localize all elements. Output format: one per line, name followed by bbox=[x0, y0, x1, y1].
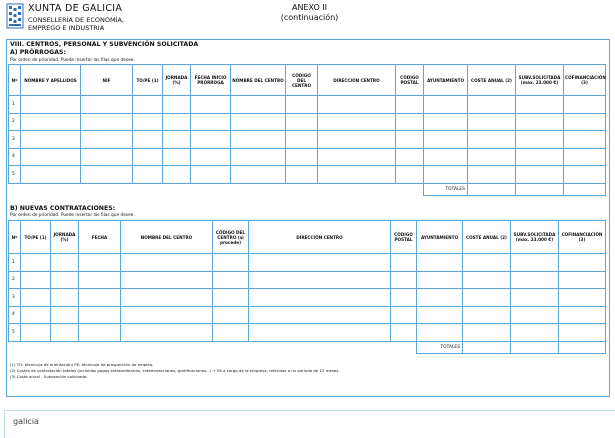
table-cell[interactable] bbox=[133, 166, 163, 184]
table-cell[interactable] bbox=[133, 113, 163, 131]
table-cell[interactable] bbox=[21, 166, 81, 184]
table-cell[interactable] bbox=[286, 113, 318, 131]
col-header: CÓDIGO POSTAL bbox=[396, 65, 424, 96]
table-cell[interactable] bbox=[231, 148, 286, 166]
table-cell[interactable] bbox=[81, 131, 133, 149]
table-cell[interactable] bbox=[318, 148, 396, 166]
brand-title: XUNTA DE GALICIA bbox=[28, 3, 123, 14]
table-cell[interactable] bbox=[424, 166, 468, 184]
table-cell[interactable] bbox=[564, 131, 606, 149]
table-cell[interactable] bbox=[21, 148, 81, 166]
row-number: 5 bbox=[9, 324, 21, 342]
col-header: NOMBRE Y APELLIDOS bbox=[21, 65, 81, 96]
table-cell[interactable] bbox=[559, 289, 606, 307]
table-cell[interactable] bbox=[463, 254, 511, 272]
table-cell[interactable] bbox=[51, 324, 79, 342]
table-row bbox=[9, 289, 606, 307]
table-cell[interactable] bbox=[396, 148, 424, 166]
table-cell[interactable] bbox=[231, 166, 286, 184]
table-cell[interactable] bbox=[81, 113, 133, 131]
table-cell[interactable] bbox=[231, 113, 286, 131]
col-header: Nº bbox=[9, 65, 21, 96]
table-cell[interactable] bbox=[564, 113, 606, 131]
col-header: DIRECCIÓN CENTRO bbox=[318, 65, 396, 96]
table-cell[interactable] bbox=[286, 96, 318, 114]
table-cell[interactable] bbox=[231, 131, 286, 149]
contrataciones-table bbox=[8, 220, 606, 354]
prorrogas-header-row bbox=[9, 65, 606, 96]
galicia-logo: galicia bbox=[13, 417, 39, 426]
table-cell[interactable] bbox=[463, 289, 511, 307]
table-cell[interactable] bbox=[424, 113, 468, 131]
table-cell[interactable] bbox=[396, 96, 424, 114]
table-cell[interactable] bbox=[564, 96, 606, 114]
table-cell[interactable] bbox=[133, 96, 163, 114]
table-cell[interactable] bbox=[417, 254, 463, 272]
page-footer bbox=[4, 410, 615, 438]
row-number: 4 bbox=[9, 306, 21, 324]
table-cell[interactable] bbox=[51, 271, 79, 289]
table-cell[interactable] bbox=[417, 306, 463, 324]
table-cell[interactable] bbox=[391, 254, 417, 272]
table-cell[interactable] bbox=[559, 271, 606, 289]
table-cell[interactable] bbox=[191, 96, 231, 114]
table-cell[interactable] bbox=[286, 131, 318, 149]
table-row bbox=[9, 254, 606, 272]
table-cell[interactable] bbox=[81, 96, 133, 114]
table-row bbox=[9, 113, 606, 131]
table-cell[interactable] bbox=[121, 254, 213, 272]
col-header: FECHA INICIO PRÓRROGA bbox=[191, 65, 231, 96]
table-cell[interactable] bbox=[191, 113, 231, 131]
contrataciones-title: B) NUEVAS CONTRATACIONES: bbox=[10, 205, 116, 212]
table-cell[interactable] bbox=[286, 166, 318, 184]
table-cell[interactable] bbox=[213, 254, 249, 272]
annex-title: ANEXO II bbox=[291, 3, 328, 12]
row-number: 3 bbox=[9, 289, 21, 307]
table-cell[interactable] bbox=[511, 324, 559, 342]
total-coste-cell[interactable] bbox=[468, 183, 516, 195]
table-cell[interactable] bbox=[286, 148, 318, 166]
table-cell[interactable] bbox=[213, 324, 249, 342]
col-header: NOMBRE DEL CENTRO bbox=[231, 65, 286, 96]
table-cell[interactable] bbox=[121, 271, 213, 289]
prorrogas-note: Por orden de prioridad. Puede insertar las filas que desee. bbox=[10, 58, 135, 63]
row-number: 2 bbox=[9, 271, 21, 289]
table-cell[interactable] bbox=[391, 289, 417, 307]
col-header: COSTE ANUAL (2) bbox=[463, 221, 511, 254]
total-cofinanciacion-cell[interactable] bbox=[559, 341, 606, 353]
table-cell[interactable] bbox=[121, 289, 213, 307]
table-cell[interactable] bbox=[213, 271, 249, 289]
table-cell[interactable] bbox=[463, 306, 511, 324]
table-cell[interactable] bbox=[163, 113, 191, 131]
table-row bbox=[9, 166, 606, 184]
table-cell[interactable] bbox=[417, 324, 463, 342]
table-cell[interactable] bbox=[51, 254, 79, 272]
table-cell[interactable] bbox=[396, 166, 424, 184]
table-cell[interactable] bbox=[511, 254, 559, 272]
table-cell[interactable] bbox=[79, 271, 121, 289]
contrataciones-header-row bbox=[9, 221, 606, 254]
table-row bbox=[9, 271, 606, 289]
table-cell[interactable] bbox=[21, 289, 51, 307]
footnote: (2) Costes de contratación totales (incluidas pagas extraordinarias, indemnizaciones, gratificaciones...) + SS a cargo de la empresa, referidos a un período de 12 meses. bbox=[10, 368, 340, 373]
table-cell[interactable] bbox=[463, 324, 511, 342]
table-cell[interactable] bbox=[424, 131, 468, 149]
table-cell[interactable] bbox=[564, 148, 606, 166]
table-cell[interactable] bbox=[21, 324, 51, 342]
prorrogas-title: A) PRÓRROGAS: bbox=[10, 49, 66, 56]
table-cell[interactable] bbox=[133, 148, 163, 166]
table-cell[interactable] bbox=[511, 289, 559, 307]
table-cell[interactable] bbox=[21, 113, 81, 131]
table-row bbox=[9, 96, 606, 114]
section-title: VIII. CENTROS, PERSONAL Y SUBVENCIÓN SOLICITADA bbox=[10, 41, 199, 48]
table-cell[interactable] bbox=[391, 306, 417, 324]
table-cell[interactable] bbox=[249, 289, 391, 307]
table-cell[interactable] bbox=[318, 113, 396, 131]
empty-cell bbox=[9, 183, 424, 195]
col-header: JORNADA (%) bbox=[163, 65, 191, 96]
table-cell[interactable] bbox=[559, 306, 606, 324]
annex-subtitle: (continuación) bbox=[280, 13, 339, 22]
table-cell[interactable] bbox=[121, 324, 213, 342]
table-cell[interactable] bbox=[559, 254, 606, 272]
table-cell[interactable] bbox=[51, 306, 79, 324]
col-header: NOMBRE DEL CENTRO bbox=[121, 221, 213, 254]
footnote: (1) TO: técnico/a de orientación/ PE: técnico/a de prospección de empleo. bbox=[10, 362, 154, 367]
table-cell[interactable] bbox=[249, 324, 391, 342]
brand-subtitle-line1: CONSELLERÍA DE ECONOMÍA, bbox=[28, 16, 125, 24]
table-cell[interactable] bbox=[396, 113, 424, 131]
table-cell[interactable] bbox=[468, 131, 516, 149]
col-header: Nº bbox=[9, 221, 21, 254]
table-row bbox=[9, 131, 606, 149]
table-cell[interactable] bbox=[21, 254, 51, 272]
table-cell[interactable] bbox=[213, 289, 249, 307]
col-header: COFINANCIACIÓN (3) bbox=[564, 65, 606, 96]
table-cell[interactable] bbox=[424, 148, 468, 166]
table-cell[interactable] bbox=[133, 131, 163, 149]
table-cell[interactable] bbox=[249, 271, 391, 289]
total-cofinanciacion-cell[interactable] bbox=[564, 183, 606, 195]
table-cell[interactable] bbox=[391, 271, 417, 289]
page-header bbox=[0, 0, 615, 40]
table-cell[interactable] bbox=[391, 324, 417, 342]
table-cell[interactable] bbox=[163, 96, 191, 114]
col-header: TO/PE (1) bbox=[21, 221, 51, 254]
table-cell[interactable] bbox=[511, 271, 559, 289]
col-header: TO/PE (1) bbox=[133, 65, 163, 96]
col-header: CÓDIGO POSTAL bbox=[391, 221, 417, 254]
table-row bbox=[9, 324, 606, 342]
table-cell[interactable] bbox=[21, 271, 51, 289]
table-cell[interactable] bbox=[21, 131, 81, 149]
col-header: JORNADA (%) bbox=[51, 221, 79, 254]
table-cell[interactable] bbox=[163, 166, 191, 184]
table-cell[interactable] bbox=[213, 306, 249, 324]
totals-label: TOTALES bbox=[417, 341, 463, 353]
footnote: (3) Coste anual - Subvención solicitada. bbox=[10, 374, 88, 379]
col-header: NIF bbox=[81, 65, 133, 96]
total-subvencion-cell[interactable] bbox=[516, 183, 564, 195]
brand-subtitle-line2: EMPREGO E INDUSTRIA bbox=[28, 24, 105, 32]
col-header: SUBV.SOLICITADA (máx. 23.000 €) bbox=[511, 221, 559, 254]
totals-label: TOTALES bbox=[424, 183, 468, 195]
col-header: AYUNTAMIENTO bbox=[417, 221, 463, 254]
table-cell[interactable] bbox=[81, 148, 133, 166]
table-cell[interactable] bbox=[163, 131, 191, 149]
totals-row bbox=[9, 341, 606, 353]
empty-cell bbox=[9, 341, 417, 353]
row-number: 2 bbox=[9, 113, 21, 131]
table-cell[interactable] bbox=[463, 271, 511, 289]
table-cell[interactable] bbox=[516, 113, 564, 131]
table-cell[interactable] bbox=[79, 289, 121, 307]
col-header: CÓDIGO DEL CENTRO (si procede) bbox=[213, 221, 249, 254]
totals-row bbox=[9, 183, 606, 195]
table-cell[interactable] bbox=[81, 166, 133, 184]
table-cell[interactable] bbox=[468, 113, 516, 131]
table-cell[interactable] bbox=[79, 254, 121, 272]
row-number: 5 bbox=[9, 166, 21, 184]
table-cell[interactable] bbox=[21, 306, 51, 324]
table-cell[interactable] bbox=[396, 131, 424, 149]
table-cell[interactable] bbox=[516, 96, 564, 114]
contrataciones-note: Por orden de prioridad. Puede insertar las filas que desee. bbox=[10, 213, 135, 218]
table-cell[interactable] bbox=[191, 131, 231, 149]
table-cell[interactable] bbox=[468, 166, 516, 184]
row-number: 4 bbox=[9, 148, 21, 166]
table-cell[interactable] bbox=[51, 289, 79, 307]
table-cell[interactable] bbox=[191, 148, 231, 166]
col-header: COSTE ANUAL (2) bbox=[468, 65, 516, 96]
col-header: COFINANCIACIÓN (3) bbox=[559, 221, 606, 254]
table-cell[interactable] bbox=[417, 289, 463, 307]
table-cell[interactable] bbox=[21, 96, 81, 114]
table-row bbox=[9, 148, 606, 166]
table-cell[interactable] bbox=[318, 96, 396, 114]
table-cell[interactable] bbox=[564, 166, 606, 184]
table-cell[interactable] bbox=[163, 148, 191, 166]
row-number: 3 bbox=[9, 131, 21, 149]
table-cell[interactable] bbox=[516, 131, 564, 149]
col-header: FECHA bbox=[79, 221, 121, 254]
table-cell[interactable] bbox=[318, 131, 396, 149]
table-cell[interactable] bbox=[559, 324, 606, 342]
col-header: DIRECCIÓN CENTRO bbox=[249, 221, 391, 254]
table-cell[interactable] bbox=[516, 166, 564, 184]
table-row bbox=[9, 306, 606, 324]
table-cell[interactable] bbox=[79, 306, 121, 324]
table-cell[interactable] bbox=[318, 166, 396, 184]
total-subvencion-cell[interactable] bbox=[511, 341, 559, 353]
col-header: SUBV.SOLICITADA (máx. 23.000 €) bbox=[516, 65, 564, 96]
table-cell[interactable] bbox=[249, 254, 391, 272]
table-cell[interactable] bbox=[511, 306, 559, 324]
col-header: AYUNTAMIENTO bbox=[424, 65, 468, 96]
table-cell[interactable] bbox=[249, 306, 391, 324]
table-cell[interactable] bbox=[191, 166, 231, 184]
table-cell[interactable] bbox=[121, 306, 213, 324]
col-header: CÓDIGO DEL CENTRO bbox=[286, 65, 318, 96]
row-number: 1 bbox=[9, 96, 21, 114]
total-coste-cell[interactable] bbox=[463, 341, 511, 353]
table-cell[interactable] bbox=[79, 324, 121, 342]
prorrogas-table bbox=[8, 64, 606, 196]
table-cell[interactable] bbox=[468, 96, 516, 114]
table-cell[interactable] bbox=[424, 96, 468, 114]
table-cell[interactable] bbox=[468, 148, 516, 166]
table-cell[interactable] bbox=[231, 96, 286, 114]
row-number: 1 bbox=[9, 254, 21, 272]
table-cell[interactable] bbox=[417, 271, 463, 289]
table-cell[interactable] bbox=[516, 148, 564, 166]
